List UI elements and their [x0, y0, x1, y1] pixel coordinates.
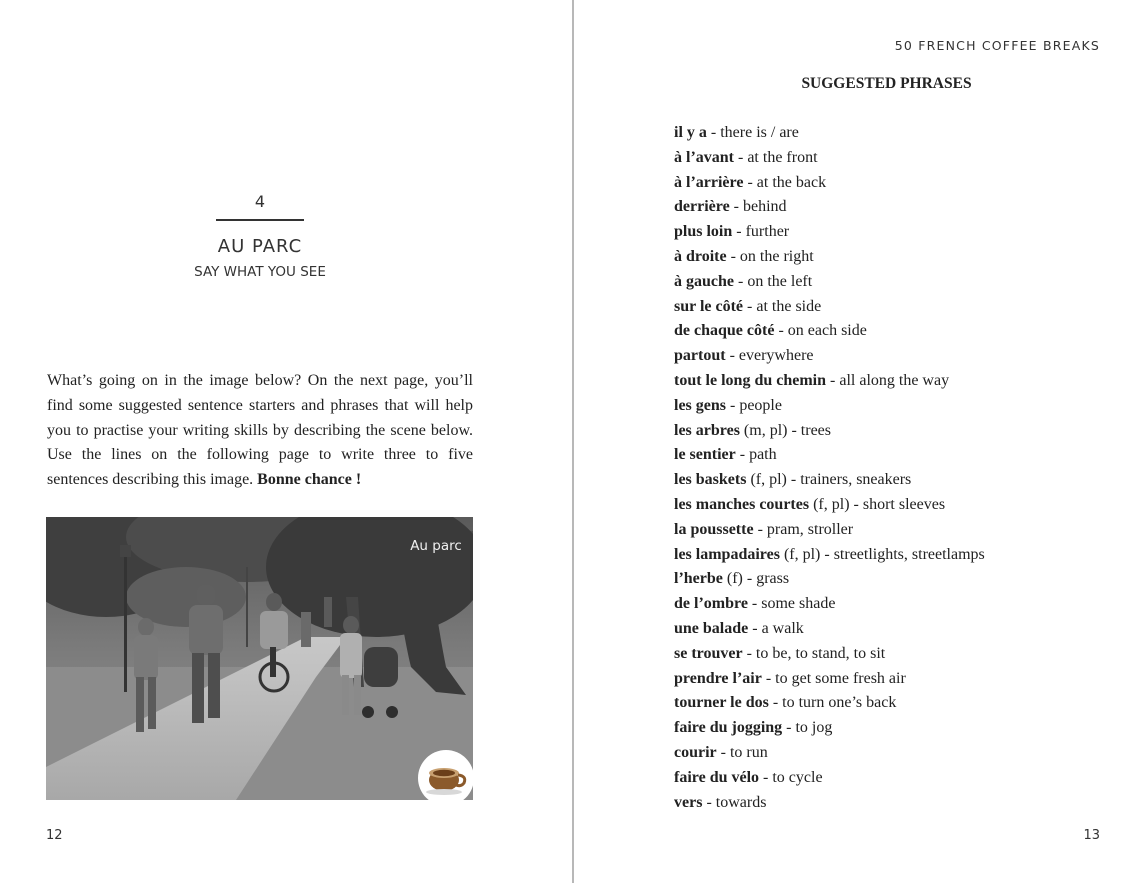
- phrase-translation: - towards: [702, 793, 767, 811]
- phrase-translation: - behind: [729, 198, 787, 216]
- phrase-item: [674, 642, 985, 667]
- phrase-term: à l’arrière: [674, 173, 744, 191]
- phrase-term: il y a: [674, 124, 707, 141]
- phrase-item: [674, 394, 985, 419]
- phrase-list: [674, 121, 985, 815]
- section-heading: SUGGESTED PHRASES: [801, 75, 972, 92]
- phrase-item: [674, 121, 985, 146]
- phrase-translation: (f, pl) - short sleeves: [809, 495, 946, 513]
- phrase-item: [674, 592, 985, 617]
- phrase-item: [674, 319, 985, 344]
- phrase-translation: - on each side: [774, 322, 867, 340]
- page-number: 12: [46, 828, 63, 843]
- intro-paragraph: [47, 369, 473, 493]
- phrase-translation: - some shade: [747, 595, 836, 613]
- phrase-term: de l’ombre: [674, 595, 748, 613]
- phrase-translation: (f) - grass: [722, 570, 790, 588]
- phrase-item: [674, 518, 985, 543]
- phrase-item: [674, 146, 985, 171]
- phrase-translation: (f, pl) - trainers, sneakers: [746, 471, 912, 489]
- right-page: [575, 0, 1146, 883]
- phrase-item: [674, 691, 985, 716]
- phrase-item: [674, 543, 985, 568]
- phrase-translation: - to jog: [782, 719, 833, 737]
- phrase-item: [674, 567, 985, 592]
- phrase-item: [674, 369, 985, 394]
- phrase-term: une balade: [674, 619, 749, 637]
- phrase-translation: - people: [726, 396, 782, 414]
- book-spine-divider: [572, 0, 574, 883]
- phrase-term: derrière: [674, 198, 730, 216]
- phrase-item: [674, 443, 985, 468]
- phrase-translation: - to cycle: [759, 768, 823, 786]
- phrase-term: tourner le dos: [674, 694, 769, 712]
- chapter-subtitle: SAY WHAT YOU SEE: [194, 264, 326, 280]
- phrase-translation: - at the side: [743, 297, 822, 315]
- photo-caption: Au parc: [399, 531, 473, 561]
- phrase-item: [674, 270, 985, 295]
- phrase-translation: - to turn one’s back: [768, 694, 897, 712]
- phrase-item: [674, 741, 985, 766]
- phrase-item: [674, 344, 985, 369]
- intro-bold-text: Bonne chance !: [257, 471, 362, 489]
- phrase-term: à gauche: [674, 272, 734, 290]
- phrase-item: [674, 171, 985, 196]
- phrase-term: les gens: [674, 396, 726, 414]
- phrase-term: les arbres: [674, 421, 740, 439]
- phrase-item: [674, 295, 985, 320]
- phrase-term: les lampadaires: [674, 545, 780, 563]
- phrase-translation: - there is / are: [706, 124, 799, 141]
- coffee-cup-icon: [418, 750, 474, 806]
- phrase-translation: - pram, stroller: [753, 520, 854, 538]
- phrase-translation: - on the left: [734, 272, 813, 290]
- phrase-term: les manches courtes: [674, 495, 810, 513]
- phrase-translation: - on the right: [726, 247, 814, 265]
- phrase-translation: (f, pl) - streetlights, streetlamps: [779, 545, 985, 563]
- phrase-item: [674, 667, 985, 692]
- phrase-item: [674, 716, 985, 741]
- phrase-item: [674, 220, 985, 245]
- chapter-title: AU PARC: [217, 236, 303, 257]
- phrase-term: les baskets: [674, 471, 747, 489]
- intro-text: What’s going on in the image below? On the next page, you’ll find some suggested sentence starters and phrases that will help you to practise your writing skills by describing the scene below. Use the lines on the following page to write three to five sentences describing this image.: [47, 372, 473, 489]
- phrase-translation: - all along the way: [826, 371, 950, 389]
- phrase-term: à droite: [674, 247, 727, 265]
- phrase-item: [674, 766, 985, 791]
- phrase-term: la poussette: [674, 520, 754, 538]
- phrase-item: [674, 468, 985, 493]
- phrase-term: le sentier: [674, 446, 736, 464]
- phrase-item: [674, 245, 985, 270]
- phrase-term: faire du vélo: [674, 768, 760, 786]
- phrase-item: [674, 195, 985, 220]
- phrase-term: vers: [674, 793, 703, 811]
- phrase-term: courir: [674, 743, 717, 761]
- phrase-translation: - to get some fresh air: [761, 669, 906, 687]
- phrase-item: [674, 617, 985, 642]
- chapter-divider: [216, 219, 304, 221]
- phrase-translation: - to be, to stand, to sit: [742, 644, 886, 662]
- phrase-translation: - at the front: [734, 148, 818, 166]
- phrase-term: partout: [674, 347, 726, 365]
- phrase-item: [674, 791, 985, 816]
- phrase-translation: (m, pl) - trees: [739, 421, 831, 439]
- running-header: 50 FRENCH COFFEE BREAKS: [894, 38, 1100, 53]
- phrase-term: plus loin: [674, 223, 733, 241]
- phrase-term: sur le côté: [674, 297, 744, 315]
- phrase-term: l’herbe: [674, 570, 723, 588]
- chapter-number: 4: [254, 192, 266, 211]
- page-number: 13: [1083, 828, 1100, 843]
- phrase-translation: - path: [735, 446, 777, 464]
- phrase-translation: - further: [732, 223, 790, 241]
- phrase-translation: - at the back: [743, 173, 827, 191]
- phrase-item: [674, 419, 985, 444]
- phrase-translation: - to run: [716, 743, 768, 761]
- phrase-term: à l’avant: [674, 148, 734, 166]
- phrase-term: faire du jogging: [674, 719, 783, 737]
- phrase-term: tout le long du chemin: [674, 371, 827, 389]
- phrase-term: de chaque côté: [674, 322, 775, 340]
- phrase-term: se trouver: [674, 644, 743, 662]
- phrase-item: [674, 493, 985, 518]
- left-page: [0, 0, 572, 883]
- phrase-translation: - a walk: [748, 619, 804, 637]
- phrase-translation: - everywhere: [725, 347, 814, 365]
- phrase-term: prendre l’air: [674, 669, 762, 687]
